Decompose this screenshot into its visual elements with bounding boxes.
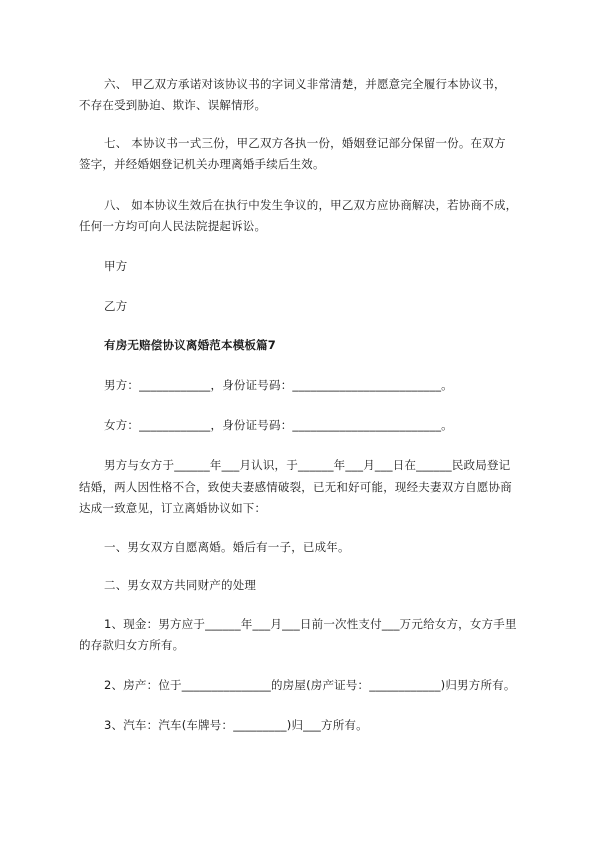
intro-line3: 达成一致意见，订立离婚协议如下： — [79, 501, 267, 515]
signature-party-b: 乙方 — [104, 299, 128, 313]
clause-seven-line1: 七、 本协议书一式三份，甲乙双方各执一份，婚姻登记部分保留一份。在双方 — [104, 136, 506, 150]
item-two: 二、男女双方共同财产的处理 — [104, 578, 257, 592]
intro-line1: 男方与女方于______年___月认识，于______年___月___日在______民政局登记 — [104, 458, 511, 472]
item-cash-line2: 的存款归女方所有。 — [79, 638, 185, 652]
female-party-line: 女方：____________，身份证号码：_________________________。 — [104, 418, 453, 432]
item-one: 一、男女双方自愿离婚。婚后有一子，已成年。 — [104, 540, 350, 554]
signature-party-a: 甲方 — [104, 259, 128, 273]
section-title: 有房无赔偿协议离婚范本模板篇7 — [104, 338, 276, 352]
item-house: 2、房产：位于_______________的房屋(房产证号：____________)归男方所有。 — [104, 678, 516, 692]
clause-six-line1: 六、 甲乙双方承诺对该协议书的字词义非常清楚，并愿意完全履行本协议书， — [104, 77, 506, 91]
male-party-line: 男方：____________，身份证号码：_________________________。 — [104, 378, 453, 392]
intro-line2: 结婚，两人因性格不合，致使夫妻感情破裂，已无和好可能，现经夫妻双方自愿协商 — [79, 480, 512, 494]
item-car: 3、汽车：汽车(车牌号：_________)归___方所有。 — [104, 718, 368, 732]
clause-eight-line2: 任何一方均可向人民法院提起诉讼。 — [79, 219, 267, 233]
clause-seven-line2: 签字，并经婚姻登记机关办理离婚手续后生效。 — [79, 157, 325, 171]
item-cash-line1: 1、现金：男方应于______年___月___日前一次性支付___万元给女方，女方手里 — [104, 617, 517, 631]
clause-eight-line1: 八、 如本协议生效后在执行中发生争议的，甲乙双方应协商解决，若协商不成， — [104, 198, 518, 212]
clause-six-line2: 不存在受到胁迫、欺诈、误解情形。 — [79, 98, 267, 112]
